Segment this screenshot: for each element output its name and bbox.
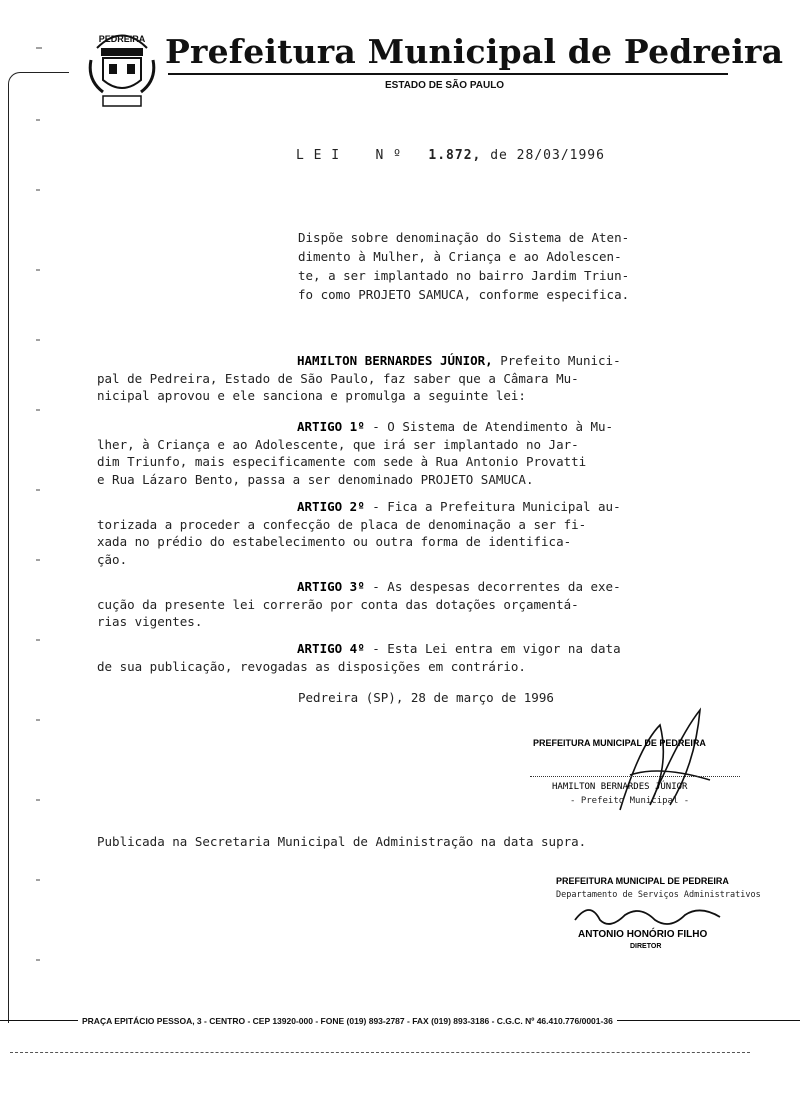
article-line: cução da presente lei correrão por conta das dotações orçamentá- bbox=[97, 596, 579, 612]
ementa bbox=[298, 228, 723, 304]
article-line: lher, à Criança e ao Adolescente, que irá ser implantado no Jar- bbox=[97, 436, 579, 452]
article-line: de sua publicação, revogadas as disposições em contrário. bbox=[97, 658, 526, 674]
signature-2-role: DIRETOR bbox=[630, 943, 662, 950]
article-3 bbox=[97, 578, 727, 631]
state-subtitle: ESTADO DE SÃO PAULO bbox=[385, 80, 505, 91]
margin-tick-marks bbox=[30, 40, 50, 1040]
ementa-line: fo como PROJETO SAMUCA, conforme especifica. bbox=[298, 287, 630, 302]
article-line: - Esta Lei entra em vigor na data bbox=[364, 641, 621, 656]
article-1 bbox=[97, 418, 727, 488]
article-label: ARTIGO 3º bbox=[297, 579, 365, 594]
signature-1-role: - Prefeito Municipal - bbox=[570, 796, 690, 806]
article-line: rias vigentes. bbox=[97, 614, 203, 629]
signature-1-name: HAMILTON BERNARDES JÚNIOR bbox=[552, 782, 688, 792]
signature-2-name: ANTONIO HONÓRIO FILHO bbox=[578, 929, 708, 940]
article-line: - O Sistema de Atendimento à Mu- bbox=[364, 419, 614, 434]
law-prefix: L E I N º bbox=[296, 148, 402, 163]
ementa-line: dimento à Mulher, à Criança e ao Adolescen- bbox=[298, 249, 622, 264]
article-label: ARTIGO 1º bbox=[297, 419, 365, 434]
article-line: torizada a proceder a confecção de placa de denominação a ser fi- bbox=[97, 516, 587, 532]
law-number: 1.872, bbox=[428, 148, 482, 163]
article-line: ção. bbox=[97, 551, 128, 567]
page-title: Prefeitura Municipal de Pedreira bbox=[165, 32, 784, 71]
article-label: ARTIGO 4º bbox=[297, 641, 365, 656]
title-underline bbox=[168, 73, 728, 75]
bottom-scan-dashes bbox=[10, 1052, 750, 1053]
ementa-line: Dispõe sobre denominação do Sistema de Aten- bbox=[298, 230, 630, 245]
article-4 bbox=[97, 640, 727, 675]
seal-text: PEDREIRA bbox=[98, 34, 146, 44]
law-date: de 28/03/1996 bbox=[490, 148, 605, 163]
margin-ticks bbox=[30, 40, 50, 1040]
signature-2-org: PREFEITURA MUNICIPAL DE PEDREIRA bbox=[556, 876, 729, 886]
article-label: ARTIGO 2º bbox=[297, 499, 365, 514]
article-line: - As despesas decorrentes da exe- bbox=[364, 579, 621, 594]
preamble bbox=[97, 352, 727, 405]
ementa-line: te, a ser implantado no bairro Jardim Triun- bbox=[298, 268, 630, 283]
place-date: Pedreira (SP), 28 de março de 1996 bbox=[298, 690, 554, 705]
article-line: dim Triunfo, mais especificamente com sede à Rua Antonio Provatti bbox=[97, 454, 587, 469]
publication-note: Publicada na Secretaria Municipal de Administração na data supra. bbox=[97, 834, 587, 849]
municipal-seal bbox=[85, 18, 159, 110]
footer-address: PRAÇA EPITÁCIO PESSOA, 3 - CENTRO - CEP 13920-000 - FONE (019) 893-2787 - FAX (019) 893-3186 - C.G.C. Nº 46.410.776/0001-36 bbox=[78, 1016, 617, 1026]
signature-2-dept: Departamento de Serviços Administrativos bbox=[556, 890, 761, 900]
mayor-name: HAMILTON BERNARDES JÚNIOR, bbox=[297, 353, 493, 368]
law-heading bbox=[296, 148, 605, 163]
article-line: e Rua Lázaro Bento, passa a ser denominado PROJETO SAMUCA. bbox=[97, 471, 534, 487]
preamble-line: nicipal aprovou e ele sanciona e promulga a seguinte lei: bbox=[97, 388, 526, 403]
preamble-line: pal de Pedreira, Estado de São Paulo, faz saber que a Câmara Mu- bbox=[97, 370, 579, 386]
article-line: - Fica a Prefeitura Municipal au- bbox=[364, 499, 621, 514]
article-line: xada no prédio do estabelecimento ou outra forma de identifica- bbox=[97, 534, 572, 549]
preamble-line: Prefeito Munici- bbox=[492, 353, 621, 368]
article-2 bbox=[97, 498, 727, 568]
signature-1-org: PREFEITURA MUNICIPAL DE PEDREIRA bbox=[533, 738, 706, 748]
signature-1-line bbox=[530, 776, 740, 777]
